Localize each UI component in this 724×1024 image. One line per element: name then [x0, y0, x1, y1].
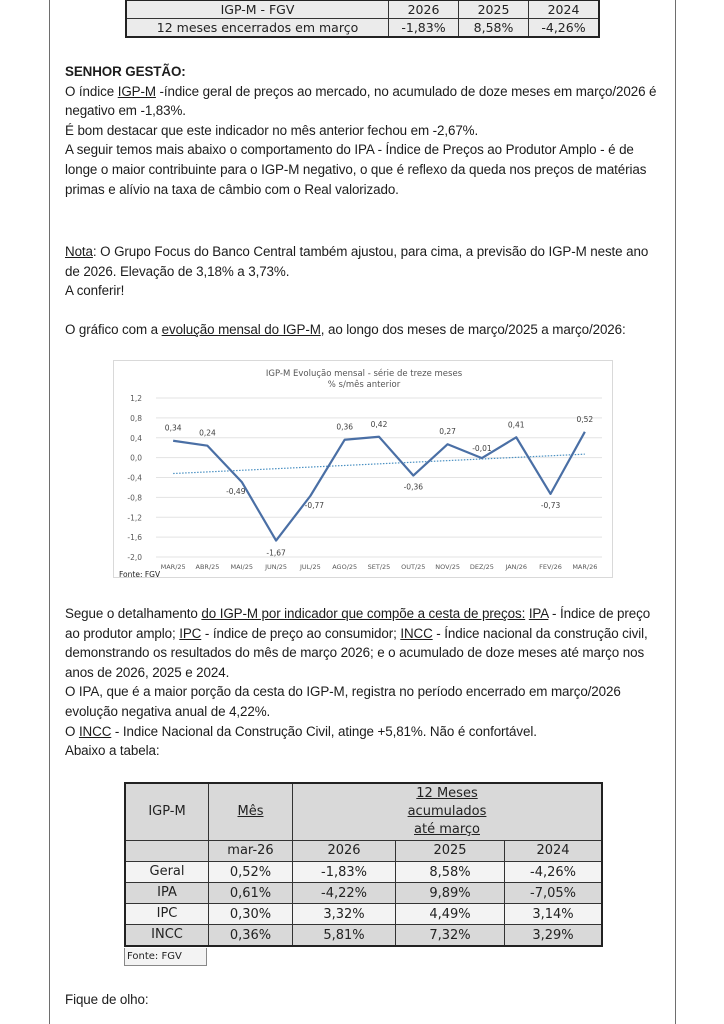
incc-link[interactable]: INCC: [400, 625, 433, 641]
row-2025: 7,32%: [396, 925, 505, 947]
incc-link-2[interactable]: INCC: [78, 723, 112, 739]
section-detalhamento: [65, 604, 665, 761]
x-tick-label: JAN/26: [505, 563, 528, 571]
row-name: IPC: [125, 904, 209, 925]
y-tick-label: 0,4: [130, 433, 142, 443]
text: O: [65, 723, 79, 739]
row-2024: 3,14%: [505, 904, 603, 925]
row-month: 0,30%: [209, 904, 293, 925]
igpm-link[interactable]: IGP-M: [117, 83, 156, 99]
y-tick-label: 0,0: [130, 453, 142, 463]
paragraph-conferir: A conferir!: [65, 283, 125, 299]
paragraph-detalhamento: [65, 604, 665, 682]
row-month: 0,52%: [209, 862, 293, 883]
subheader-year: 2025: [396, 841, 505, 862]
text: : O Grupo Focus do Banco Central também ajustou, para cima, a previsão do IGP-M neste ano de 2026. Elevação de 3,18% a 3,73%.: [65, 244, 649, 279]
row-month: 0,61%: [209, 883, 293, 904]
header-index: IGP-M: [125, 783, 209, 841]
row-2025: 4,49%: [396, 904, 505, 925]
row-2026: -4,22%: [293, 883, 396, 904]
y-tick-label: -1,6: [127, 533, 142, 543]
paragraph-previous-month: É bom destacar que este indicador no mês anterior fechou em -2,67%.: [65, 122, 479, 138]
data-label: -0,77: [304, 500, 325, 510]
ipc-link[interactable]: IPC: [179, 625, 202, 641]
text: O índice: [65, 83, 118, 99]
data-label: -1,67: [266, 548, 286, 558]
detail-header-row: [125, 783, 602, 841]
subheader-empty: [125, 841, 209, 862]
data-label: 0,27: [439, 427, 456, 437]
paragraph-incc: [65, 722, 665, 742]
row-month: 0,36%: [209, 925, 293, 947]
header-accum-line3: até março: [414, 822, 480, 837]
paragraph-abaixo-tabela: Abaixo a tabela:: [65, 743, 160, 759]
text: Segue o detalhamento: [65, 606, 202, 621]
header-month: Mês: [209, 783, 293, 841]
x-tick-label: SET/25: [367, 563, 391, 571]
data-label: 0,36: [336, 422, 354, 432]
table-source: Fonte: FGV: [124, 948, 207, 966]
igpm-detail-table: [124, 782, 603, 947]
x-axis-ticks: [161, 563, 598, 571]
row-2026: -1,83%: [293, 862, 396, 883]
data-label: -0,36: [403, 482, 424, 492]
section-senhor-gestao: [65, 62, 665, 199]
paragraph-fique-de-olho: Fique de olho:: [65, 992, 149, 1007]
x-tick-label: MAR/25: [160, 563, 186, 571]
text: , ao longo dos meses de março/2025 a março/2026:: [320, 322, 626, 337]
data-label: -0,73: [540, 500, 561, 510]
y-tick-label: 0,8: [130, 413, 142, 423]
summary-year: 2024: [529, 0, 600, 19]
y-tick-label: -0,8: [127, 493, 142, 503]
y-tick-label: -2,0: [127, 553, 142, 562]
data-label: 0,34: [164, 423, 182, 433]
subheader-year: 2026: [293, 841, 396, 862]
detalhamento-link[interactable]: do IGP-M por indicador que compõe a cesta de preços:: [201, 606, 526, 621]
x-tick-label: MAI/25: [230, 563, 253, 571]
summary-row-label: 12 meses encerrados em março: [126, 19, 389, 38]
x-tick-label: DEZ/25: [469, 563, 494, 571]
row-2025: 8,58%: [396, 862, 505, 883]
row-2024: 3,29%: [505, 925, 603, 947]
table-row: [125, 883, 602, 904]
chart-source: Fonte: FGV: [119, 570, 161, 579]
row-2026: 5,81%: [293, 925, 396, 947]
paragraph-ipa: O IPA, que é a maior porção da cesta do IGP-M, registra no período encerrado em março/2026 evolução negativa anual de 4,22%.: [65, 684, 621, 719]
summary-year: 2025: [459, 0, 529, 19]
table-row: [125, 904, 602, 925]
x-tick-label: MAR/26: [572, 563, 598, 571]
table-row: [125, 925, 602, 947]
paragraph-ipa-behavior: A seguir temos mais abaixo o comportamento do IPA - Índice de Preços ao Produtor Amplo - é de longe o maior contribuinte para o IGP-M negativo, o que é reflexo da queda nos preços de matérias primas e alívio na taxa de câmbio com o Real valorizado.: [65, 142, 647, 197]
paragraph-chart-intro: [65, 320, 665, 340]
header-accum-line2: acumulados: [407, 804, 487, 819]
x-tick-label: OUT/25: [401, 563, 426, 571]
data-label: 0,52: [576, 414, 594, 424]
section-fique-de-olho: [65, 990, 665, 1010]
x-tick-label: NOV/25: [435, 563, 461, 571]
x-tick-label: FEV/26: [539, 563, 562, 571]
paragraph-igpm-intro: [65, 82, 665, 121]
igpm-monthly-chart: [113, 360, 613, 578]
igpm-summary-table: [125, 0, 600, 38]
data-label: 0,41: [507, 420, 525, 430]
text: - índice de preço ao consumidor;: [201, 625, 401, 641]
text: - Índice de preço ao produtor amplo;: [65, 606, 651, 641]
header-accumulated: [293, 783, 603, 841]
row-name: INCC: [125, 925, 209, 947]
summary-value: 8,58%: [459, 19, 529, 38]
text: -índice geral de preços ao mercado, no acumulado de doze meses em março/2026 é negativo em -1,83%.: [65, 83, 657, 119]
section-chart-intro: [65, 320, 665, 340]
chart-title: IGP-M Evolução mensal - série de treze meses: [265, 369, 463, 379]
summary-header-label: IGP-M - FGV: [126, 0, 389, 19]
summary-header-row: [126, 0, 599, 19]
x-tick-label: AGO/25: [332, 563, 358, 571]
y-tick-label: 1,2: [130, 394, 142, 403]
data-label: 0,24: [199, 428, 216, 438]
nota-label: Nota: [65, 244, 93, 259]
x-tick-label: ABR/25: [195, 563, 220, 571]
text: - Índice nacional da construção civil, demonstrando os resultados do mês de março 2026; e o acumulado de doze meses até março nos anos de 2026, 2025 e 2024.: [65, 625, 648, 680]
text: - Indice Nacional da Construção Civil, atinge +5,81%. Não é confortável.: [111, 723, 537, 739]
header-accum-line1: 12 Meses: [416, 786, 478, 801]
paragraph-nota: [65, 242, 665, 281]
y-tick-label: -1,2: [127, 513, 142, 523]
trendline: [173, 454, 585, 473]
detail-subheader-row: [125, 841, 602, 862]
y-tick-label: -0,4: [127, 473, 142, 483]
data-label: 0,42: [370, 419, 388, 429]
row-name: Geral: [125, 862, 209, 883]
section-nota: [65, 242, 665, 301]
row-name: IPA: [125, 883, 209, 904]
y-axis-ticks: [127, 394, 142, 562]
trendline-layer: [173, 454, 585, 473]
summary-value: -1,83%: [389, 19, 459, 38]
evolucao-mensal-link[interactable]: evolução mensal do IGP-M: [161, 322, 321, 337]
summary-year: 2026: [389, 0, 459, 19]
chart-svg: [114, 361, 614, 579]
row-2024: -4,26%: [505, 862, 603, 883]
chart-subtitle: % s/mês anterior: [327, 380, 401, 390]
x-tick-label: JUN/25: [265, 563, 288, 571]
row-2025: 9,89%: [396, 883, 505, 904]
row-2026: 3,32%: [293, 904, 396, 925]
data-label: -0,49: [226, 486, 246, 496]
subheader-year: 2024: [505, 841, 603, 862]
data-label: -0,01: [472, 444, 492, 454]
table-row: [125, 862, 602, 883]
summary-value-row: [126, 19, 599, 38]
summary-value: -4,26%: [529, 19, 600, 38]
x-tick-label: JUL/25: [300, 563, 321, 571]
subheader-month: mar-26: [209, 841, 293, 862]
ipa-link[interactable]: IPA: [528, 606, 549, 621]
text: O gráfico com a: [65, 322, 162, 337]
section-heading: SENHOR GESTÃO:: [65, 64, 186, 79]
row-2024: -7,05%: [505, 883, 603, 904]
